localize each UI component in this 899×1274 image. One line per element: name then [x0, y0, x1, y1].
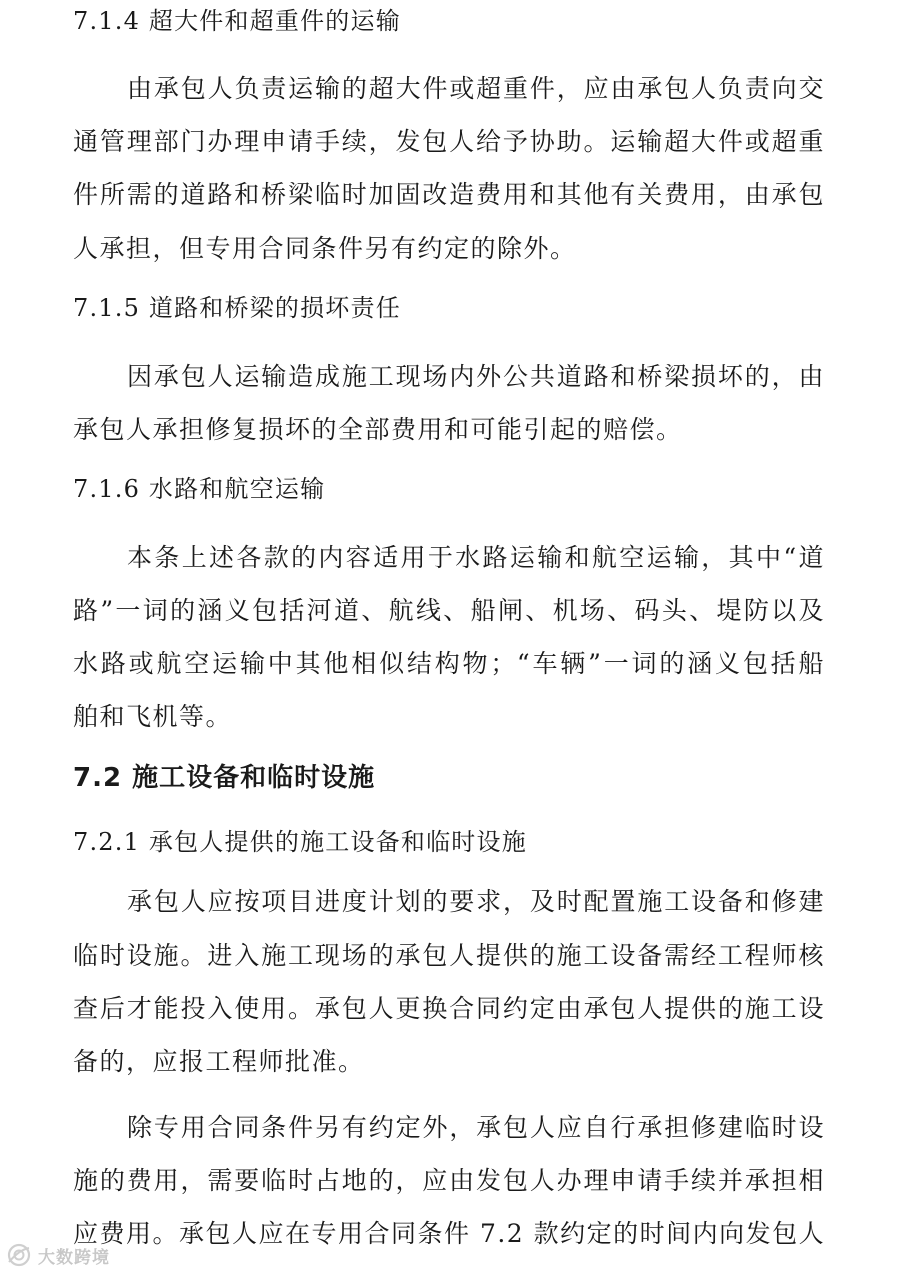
paragraph-line: 承包人应按项目进度计划的要求，及时配置施工设备和修建: [127, 887, 825, 916]
heading-7-1-4: 7.1.4 超大件和超重件的运输: [73, 7, 401, 35]
paragraph-line: 人承担，但专用合同条件另有约定的除外。: [73, 234, 577, 263]
paragraph-line: 施的费用，需要临时占地的，应由发包人办理申请手续并承担相: [73, 1166, 825, 1195]
paragraph-line: 由承包人负责运输的超大件或超重件，应由承包人负责向交: [127, 74, 825, 103]
paragraph-line: 除专用合同条件另有约定外，承包人应自行承担修建临时设: [127, 1113, 825, 1142]
paragraph-line: 舶和飞机等。: [73, 702, 233, 731]
paragraph-line: 查后才能投入使用。承包人更换合同约定由承包人提供的施工设: [73, 994, 825, 1023]
paragraph-line: 承包人承担修复损坏的全部费用和可能引起的赔偿。: [73, 415, 683, 444]
heading-7-2: 7.2 施工设备和临时设施: [73, 763, 376, 793]
paragraph-line: 通管理部门办理申请手续，发包人给予协助。运输超大件或超重: [73, 127, 825, 156]
paragraph-line: 本条上述各款的内容适用于水路运输和航空运输，其中“道: [127, 543, 825, 572]
paragraph-line: 因承包人运输造成施工现场内外公共道路和桥梁损坏的，由: [127, 362, 825, 391]
heading-7-1-6: 7.1.6 水路和航空运输: [73, 475, 326, 503]
watermark-logo-icon: [6, 1242, 32, 1268]
paragraph-line: 临时设施。进入施工现场的承包人提供的施工设备需经工程师核: [73, 941, 825, 970]
heading-7-1-5: 7.1.5 道路和桥梁的损坏责任: [73, 294, 401, 322]
watermark-text: 大数跨境: [38, 1247, 110, 1268]
paragraph-line: 水路或航空运输中其他相似结构物；“车辆”一词的涵义包括船: [73, 649, 825, 678]
heading-7-2-1: 7.2.1 承包人提供的施工设备和临时设施: [73, 828, 527, 856]
paragraph-line: 应费用。承包人应在专用合同条件 7.2 款约定的时间内向发包人: [73, 1219, 826, 1248]
watermark: [6, 1240, 110, 1270]
paragraph-line: 备的，应报工程师批准。: [73, 1047, 365, 1076]
paragraph-line: 路”一词的涵义包括河道、航线、船闸、机场、码头、堤防以及: [73, 596, 825, 625]
paragraph-line: 件所需的道路和桥梁临时加固改造费用和其他有关费用，由承包: [73, 180, 825, 209]
